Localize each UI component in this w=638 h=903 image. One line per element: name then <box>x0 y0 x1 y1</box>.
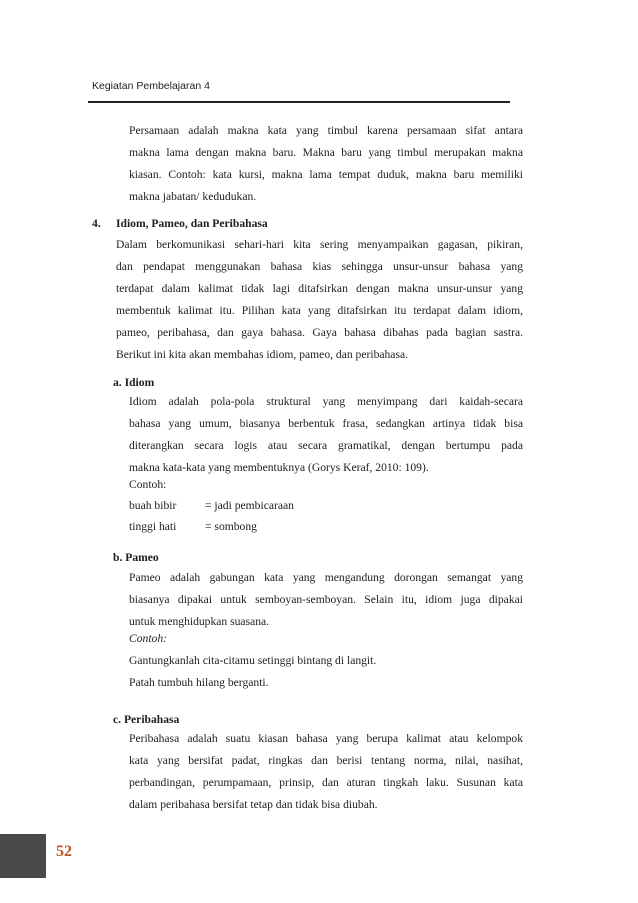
section-number: 4. <box>92 217 101 230</box>
example-term: tinggi hati <box>129 520 177 533</box>
text-line: bahasa yang umum, biasanya berbentuk frasa, sedangkan artinya tidak bisa <box>129 417 523 430</box>
example-sentence: Gantungkanlah cita-citamu setinggi bintang di langit. <box>129 654 377 667</box>
example-meaning: = sombong <box>205 520 257 533</box>
example-term: buah bibir <box>129 499 177 512</box>
text-line: membentuk kalimat itu. Pilihan kata yang ditafsirkan itu terdapat dalam idiom, <box>116 304 523 317</box>
section-title: Idiom, Pameo, dan Peribahasa <box>116 217 268 230</box>
text-line: Idiom adalah pola-pola struktural yang menyimpang dari kaidah-secara <box>129 395 523 408</box>
page-number: 52 <box>56 843 72 860</box>
example-meaning: = jadi pembicaraan <box>205 499 294 512</box>
text-line: pameo, peribahasa, dan gaya bahasa. Gaya bahasa dibahas pada bagian sastra. <box>116 326 523 339</box>
subsection-title-idiom: a. Idiom <box>113 376 155 389</box>
text-line: terdapat dalam kalimat tidak lagi ditafsirkan dengan makna unsur-unsur yang <box>116 282 523 295</box>
text-line: Peribahasa adalah suatu kiasan bahasa yang berupa kalimat atau kelompok <box>129 732 523 745</box>
page-marker-block <box>0 834 46 878</box>
header-divider <box>88 101 510 103</box>
text-line: perbandingan, perumpamaan, prinsip, dan aturan tingkah laku. Susunan kata <box>129 776 523 789</box>
text-line: kata yang bersifat padat, ringkas dan berisi tentang norma, nilai, nasihat, <box>129 754 523 767</box>
text-line: kiasan. Contoh: kata kursi, makna lama tempat duduk, makna baru memiliki <box>129 168 523 181</box>
running-header: Kegiatan Pembelajaran 4 <box>92 80 210 92</box>
example-label: Contoh: <box>129 632 168 645</box>
text-line: Berikut ini kita akan membahas idiom, pameo, dan peribahasa. <box>116 348 409 361</box>
subsection-title-peribahasa: c. Peribahasa <box>113 713 180 726</box>
text-line: makna kata-kata yang membentuknya (Gorys Keraf, 2010: 109). <box>129 461 429 474</box>
text-line: Dalam berkomunikasi sehari-hari kita sering menyampaikan gagasan, pikiran, <box>116 238 523 251</box>
text-line: Persamaan adalah makna kata yang timbul karena persamaan sifat antara <box>129 124 523 137</box>
text-line: dan pendapat menggunakan bahasa kias sehingga unsur-unsur bahasa yang <box>116 260 523 273</box>
text-line: biasanya dipakai untuk semboyan-semboyan. Selain itu, idiom juga dipakai <box>129 593 523 606</box>
text-line: untuk menghidupkan suasana. <box>129 615 270 628</box>
text-line: Pameo adalah gabungan kata yang mengandung dorongan semangat yang <box>129 571 523 584</box>
text-line: makna jabatan/ kedudukan. <box>129 190 257 203</box>
example-sentence: Patah tumbuh hilang berganti. <box>129 676 269 689</box>
example-label: Contoh: <box>129 478 167 491</box>
subsection-title-pameo: b. Pameo <box>113 551 159 564</box>
text-line: makna lama dengan makna baru. Makna baru yang timbul merupakan makna <box>129 146 523 159</box>
text-line: dalam peribahasa bersifat tetap dan tidak bisa diubah. <box>129 798 378 811</box>
text-line: diterangkan secara logis atau secara gramatikal, dengan bertumpu pada <box>129 439 523 452</box>
